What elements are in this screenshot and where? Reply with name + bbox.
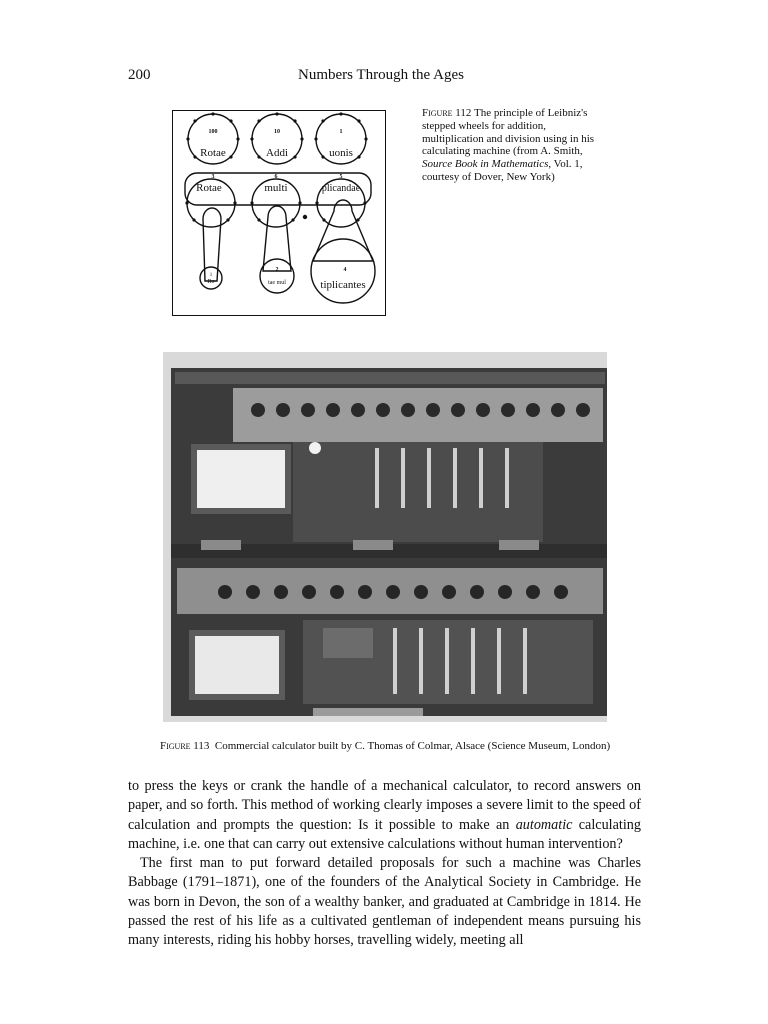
bottom-left-wheel: [200, 267, 222, 289]
paragraph-1: [128, 777, 641, 854]
page-number: 200: [128, 67, 151, 83]
top-mid-word: Addi: [266, 147, 288, 159]
figure-113-photo: [163, 352, 607, 722]
top-left-number: 100: [208, 129, 218, 135]
paragraph-1-a: to press the keys or crank the handle of a mechanical calculator, to record answers on paper, and so forth. This method of working clearly imposes a severe limit to the speed of calculation and prompts the question: Is it possible to make an: [128, 778, 641, 833]
bottom-left-word: Ro: [207, 279, 215, 285]
mid-right-word: plicandae: [321, 183, 361, 194]
top-right-word: uonis: [329, 147, 353, 159]
top-right-number: 1: [339, 129, 343, 135]
figure-112-caption-text: The principle of Leibniz's stepped wheels for addition, multiplication and division using in his calculating machine (from A. Smith,: [422, 107, 595, 158]
bottom-mid-number: 2: [275, 267, 279, 273]
mid-mid-word: multi: [264, 182, 288, 194]
figure-113-label: Figure 113: [160, 740, 210, 752]
figure-113-caption-text: Commercial calculator built by C. Thomas of Colmar, Alsace (Science Museum, London): [214, 740, 611, 752]
lower-window: [195, 636, 279, 694]
paragraph-1-italic: automatic: [515, 816, 573, 833]
running-head: Numbers Through the Ages: [298, 67, 464, 83]
top-left-word: Rotae: [200, 147, 226, 159]
bottom-mid-wheel: [260, 259, 294, 293]
figure-113-caption: [160, 740, 620, 753]
mid-belt: [263, 206, 291, 271]
mid-mid-number: 6: [274, 174, 278, 180]
mid-left-number: 3: [211, 174, 215, 180]
figure-112-caption: [422, 107, 607, 184]
top-mid-number: 10: [274, 129, 280, 135]
figure-112-label: Figure 112: [422, 107, 472, 119]
bottom-right-word: tiplicantes: [320, 279, 366, 291]
mid-right-number: 5: [339, 174, 343, 180]
figure-112-caption-italic: Source Book in Mathematics: [422, 158, 549, 171]
upper-window: [197, 450, 285, 508]
paragraph-2: The first man to put forward detailed proposals for such a machine was Charles Babbage (1791–1871), one of the founders of the Analytical Society in Cambridge. He was born in Devon, the son of a wealthy banker, and graduated at Cambridge in 1814. He passed the rest of his life as a cultivated gentleman of independent means pursuing his many interests, riding his hobby horses, travelling widely, meeting all: [128, 855, 641, 949]
bottom-right-number: 4: [343, 267, 347, 273]
bottom-mid-word: tae mul: [268, 280, 286, 286]
bottom-left-number: 1: [209, 273, 213, 278]
figure-112-caption-tail: , Vol. 1, courtesy of Dover, New York): [422, 158, 583, 183]
body-text: [128, 777, 641, 951]
figure-112-diagram: [172, 110, 386, 316]
paragraph-1-b: calculating machine, i.e. one that can carry out extensive calculations without human intervention?: [128, 816, 641, 852]
mid-left-word: Rotae: [196, 182, 222, 194]
